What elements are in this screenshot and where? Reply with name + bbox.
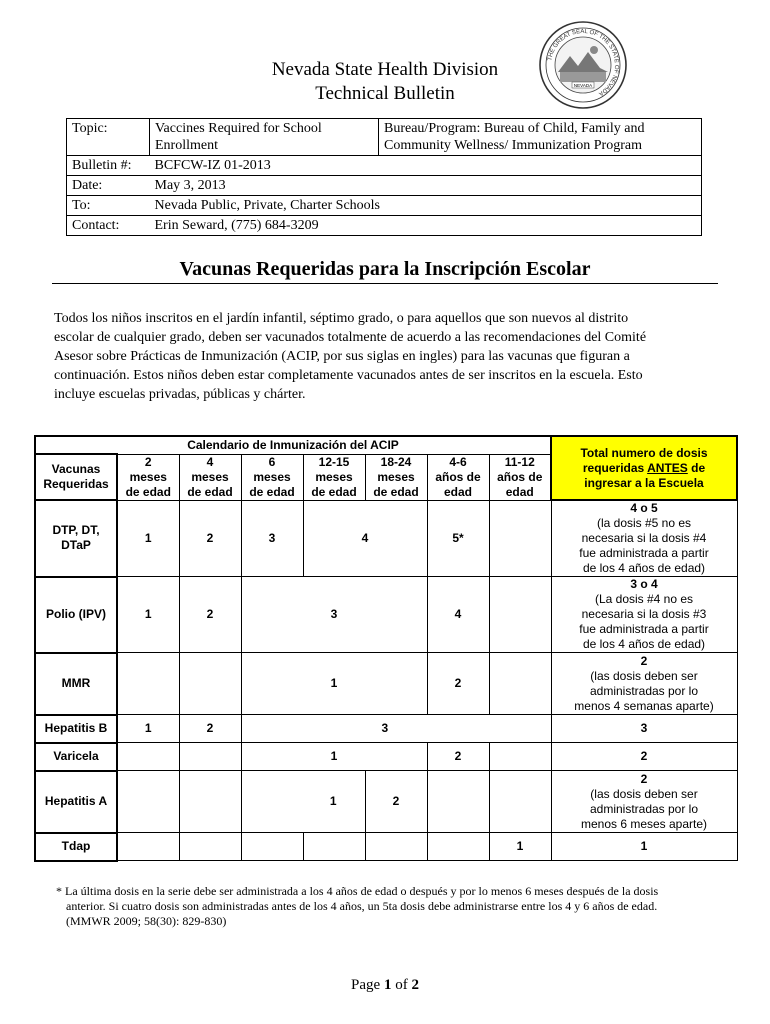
dose-cell: 1: [489, 833, 551, 861]
dose-cell: 2: [365, 771, 427, 833]
total-doses-cell: 2 (las dosis deben ser administradas por lo menos 6 meses aparte): [551, 771, 737, 833]
total-doses-cell: 2: [551, 743, 737, 771]
age-header: 4 meses de edad: [179, 454, 241, 500]
dose-cell: 4: [427, 577, 489, 653]
dose-cell: 2: [427, 743, 489, 771]
dose-cell: 4: [303, 500, 427, 577]
vaccine-name: Polio (IPV): [35, 577, 117, 653]
date-value: May 3, 2013: [150, 176, 702, 196]
date-label: Date:: [67, 176, 150, 196]
dose-cell: [489, 743, 551, 771]
footnote: * La última dosis en la serie debe ser administrada a los 4 años de edad o después y por lo menos 6 meses después de la dosis anterior. Si cuatro dosis son administradas antes de los 4 años, un 5ta dosis debe administrarse entre los 4 y 6 años de edad. (MMWR 2009; 58(30): 829-830): [56, 884, 659, 928]
vaccine-name: MMR: [35, 653, 117, 715]
bulletin-info-table: [66, 118, 702, 236]
age-header: 4-6 años de edad: [427, 454, 489, 500]
dose-cell: 1: [117, 577, 179, 653]
age-header: 12-15 meses de edad: [303, 454, 365, 500]
total-doses-cell: 3 o 4 (La dosis #4 no es necesaria si la dosis #3 fue administrada a partir de los 4 años de edad): [551, 577, 737, 653]
table-row: [35, 743, 737, 771]
immunization-schedule-table: [34, 435, 738, 862]
dose-cell: [427, 833, 489, 861]
title-underline: [52, 283, 718, 284]
to-value: Nevada Public, Private, Charter Schools: [150, 196, 702, 216]
dose-cell: 1: [241, 771, 365, 833]
dose-cell: 1: [117, 500, 179, 577]
dose-cell: 1: [241, 653, 427, 715]
age-header: 6 meses de edad: [241, 454, 303, 500]
table-row: [35, 771, 737, 833]
seal-banner: NEVADA: [573, 83, 593, 88]
dose-cell: 2: [179, 715, 241, 743]
dose-cell: 2: [427, 653, 489, 715]
dose-cell: [117, 653, 179, 715]
dose-cell: 5*: [427, 500, 489, 577]
total-doses-cell: 2 (las dosis deben ser administradas por lo menos 4 semanas aparte): [551, 653, 737, 715]
bulletin-header-line1: Nevada State Health Division: [271, 59, 499, 80]
dose-cell: [117, 743, 179, 771]
dose-cell: [489, 771, 551, 833]
dose-cell: [303, 833, 365, 861]
dose-cell: [179, 833, 241, 861]
table-row: [35, 577, 737, 653]
dose-cell: [489, 577, 551, 653]
age-header: 18-24 meses de edad: [365, 454, 427, 500]
total-doses-header: Total numero de dosis requeridas ANTES de ingresar a la Escuela: [551, 436, 737, 500]
dose-cell: [427, 771, 489, 833]
intro-paragraph: Todos los niños inscritos en el jardín infantil, séptimo grado, o para aquellos que son nuevos al distrito escolar de cualquier grado, deben ser vacunados totalmente de acuerdo a las recomendaciones del Comité Asesor sobre Prácticas de Inmunización (ACIP, por sus siglas en ingles) para las vacunas que figuran a continuación. Estos niños deben estar completamente vacunados antes de ser inscritos en la escuela. Esto incluye escuelas privadas, públicas y chárter.: [54, 311, 647, 402]
dose-cell: [179, 653, 241, 715]
topic-label: Topic:: [67, 119, 150, 156]
total-doses-cell: 4 o 5 (la dosis #5 no es necesaria si la dosis #4 fue administrada a partir de los 4 años de edad): [551, 500, 737, 577]
vaccine-column-header: Vacunas Requeridas: [35, 454, 117, 500]
document-title: Vacunas Requeridas para la Inscripción Escolar: [179, 258, 591, 280]
vaccine-name: Hepatitis B: [35, 715, 117, 743]
nevada-state-seal: [538, 20, 628, 110]
vaccine-name: Varicela: [35, 743, 117, 771]
schedule-caption: Calendario de Inmunización del ACIP: [35, 436, 551, 454]
table-row: [35, 653, 737, 715]
contact-value: Erin Seward, (775) 684-3209: [150, 216, 702, 236]
page-number: Page 1 of 2: [351, 977, 419, 993]
dose-cell: [117, 833, 179, 861]
dose-cell: 3: [241, 577, 427, 653]
bulletin-header-line2: Technical Bulletin: [315, 83, 455, 104]
topic-value: Vaccines Required for School Enrollment: [150, 119, 379, 156]
contact-label: Contact:: [67, 216, 150, 236]
bureau-program: Bureau/Program: Bureau of Child, Family and Community Wellness/ Immunization Program: [379, 119, 702, 156]
dose-cell: 3: [241, 715, 551, 743]
bulletin-value: BCFCW-IZ 01-2013: [150, 156, 702, 176]
dose-cell: [179, 743, 241, 771]
vaccine-name: DTP, DT, DTaP: [35, 500, 117, 577]
dose-cell: [489, 653, 551, 715]
dose-cell: [179, 771, 241, 833]
dose-cell: 2: [179, 577, 241, 653]
vaccine-name: Hepatitis A: [35, 771, 117, 833]
total-doses-cell: 1: [551, 833, 737, 861]
dose-cell: [241, 833, 303, 861]
total-doses-cell: 3: [551, 715, 737, 743]
bulletin-label: Bulletin #:: [67, 156, 150, 176]
table-row: [35, 500, 737, 577]
vaccine-name: Tdap: [35, 833, 117, 861]
age-header: 2 meses de edad: [117, 454, 179, 500]
table-row: [35, 715, 737, 743]
dose-cell: 1: [117, 715, 179, 743]
table-row: [35, 833, 737, 861]
age-header: 11-12 años de edad: [489, 454, 551, 500]
to-label: To:: [67, 196, 150, 216]
dose-cell: [117, 771, 179, 833]
dose-cell: [489, 500, 551, 577]
dose-cell: [365, 833, 427, 861]
dose-cell: 3: [241, 500, 303, 577]
seal-ring-text: THE GREAT SEAL OF THE STATE OF NEVADA: [547, 28, 620, 97]
dose-cell: 1: [241, 743, 427, 771]
dose-cell: 2: [179, 500, 241, 577]
